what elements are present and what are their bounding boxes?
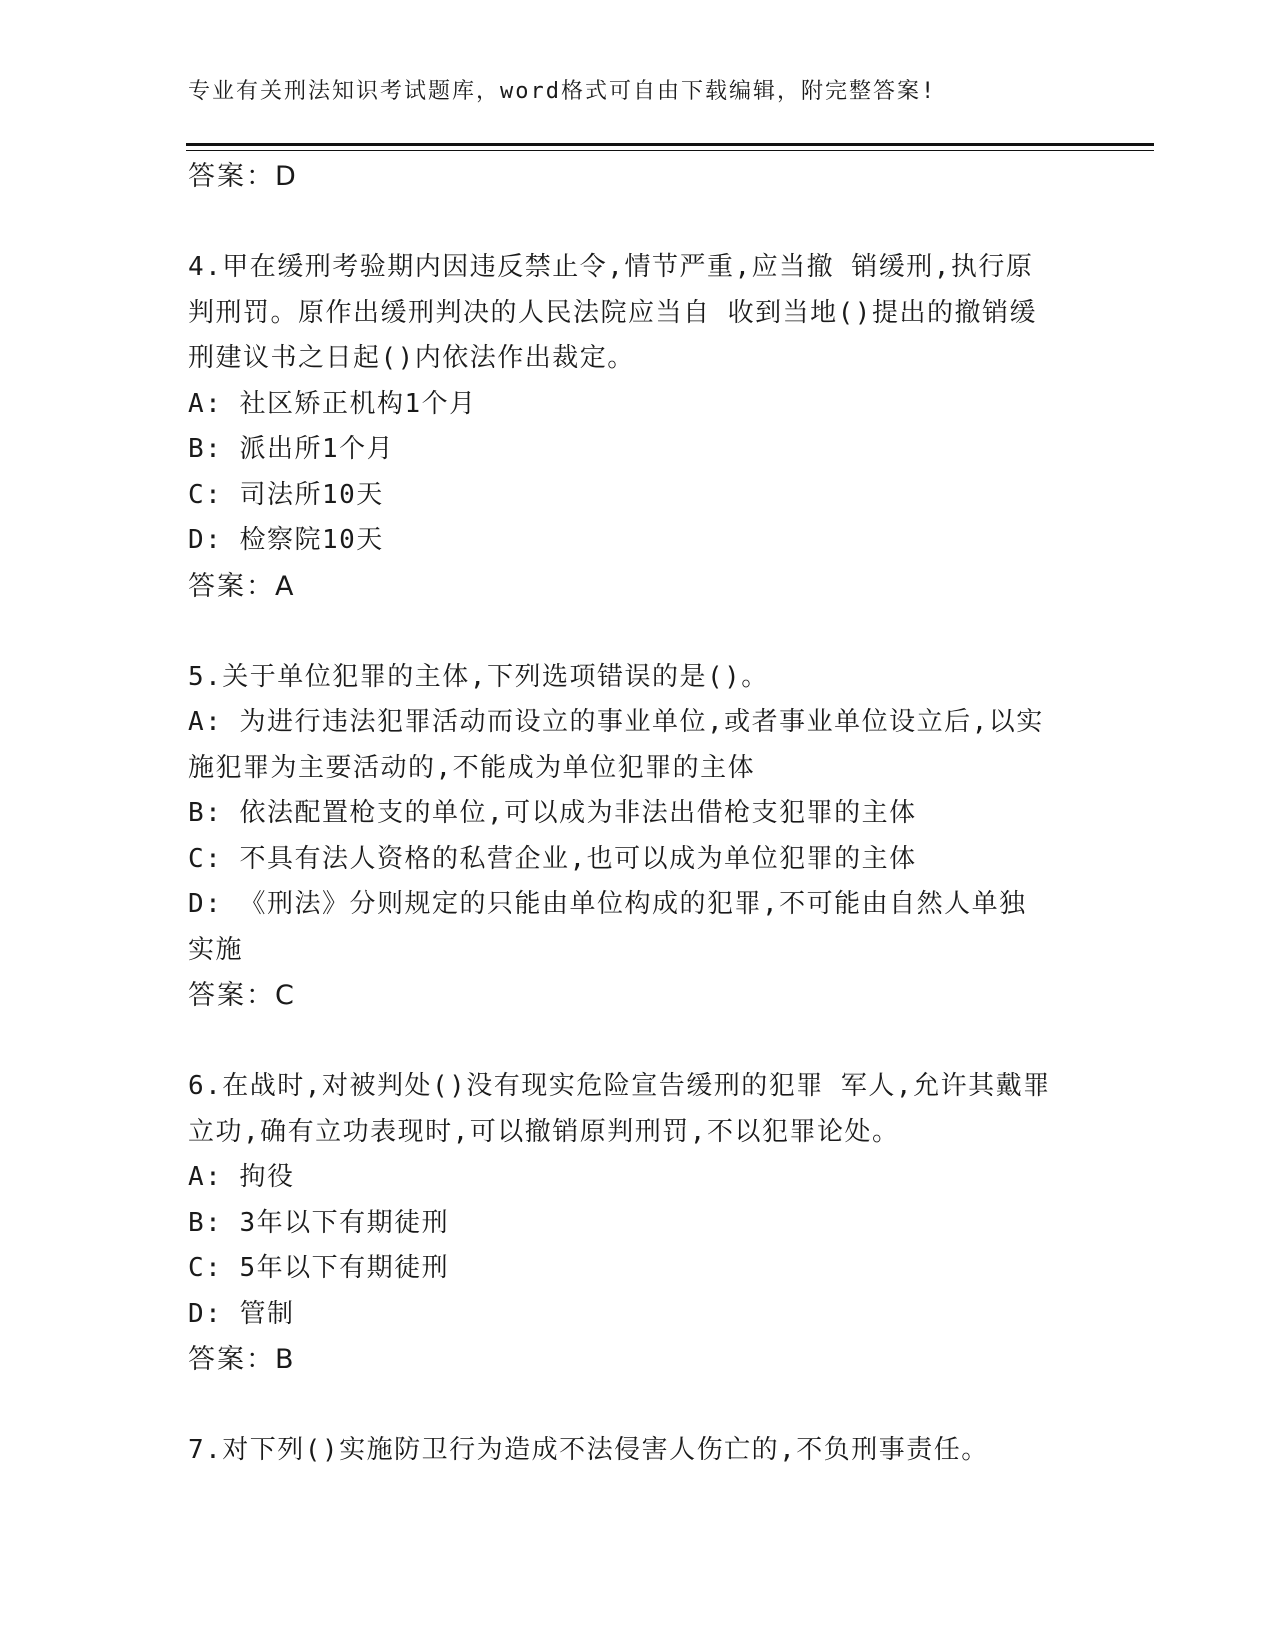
question-4-option-d: D: 检察院10天 [188, 525, 384, 555]
question-6-option-d: D: 管制 [188, 1298, 295, 1329]
question-6-line-1: 6.在战时,对被判处()没有现实危险宣告缓刑的犯罪 军人,允许其戴罪 [188, 1071, 1051, 1101]
spacer [188, 200, 1088, 246]
question-content [188, 154, 1088, 1474]
question-5-option-d-cont: 实施 [188, 934, 244, 965]
question-5-option-b: B: 依法配置枪支的单位,可以成为非法出借枪支犯罪的主体 [188, 798, 917, 828]
question-5-option-d: D: 《刑法》分则规定的只能由单位构成的犯罪,不可能由自然人单独 [188, 889, 1027, 919]
question-5-answer: 答案：C [188, 980, 296, 1011]
header-rule-thin [186, 150, 1154, 151]
question-4-option-b: B: 派出所1个月 [188, 434, 395, 464]
question-6-option-b: B: 3年以下有期徒刑 [188, 1207, 450, 1238]
question-6-answer: 答案：B [188, 1344, 296, 1375]
question-7-line-1: 7.对下列()实施防卫行为造成不法侵害人伤亡的,不负刑事责任。 [188, 1435, 989, 1465]
question-4-line-1: 4.甲在缓刑考验期内因违反禁止令,情节严重,应当撤 销缓刑,执行原 [188, 252, 1034, 282]
question-4-answer: 答案：A [188, 570, 296, 602]
question-4-line-2: 判刑罚。原作出缓刑判决的人民法院应当自 收到当地()提出的撤销缓 [188, 297, 1037, 328]
question-5-option-a-cont: 施犯罪为主要活动的,不能成为单位犯罪的主体 [188, 752, 756, 783]
question-4-option-a: A: 社区矫正机构1个月 [188, 388, 477, 419]
page-header: 专业有关刑法知识考试题库，word格式可自由下载编辑，附完整答案! [188, 79, 937, 104]
spacer [188, 609, 1088, 655]
question-6-line-2: 立功,确有立功表现时,可以撤销原判刑罚,不以犯罪论处。 [188, 1116, 900, 1147]
question-5-option-a: A: 为进行违法犯罪活动而设立的事业单位,或者事业单位设立后,以实 [188, 707, 1044, 737]
spacer [188, 1019, 1088, 1065]
question-5-option-c: C: 不具有法人资格的私营企业,也可以成为单位犯罪的主体 [188, 843, 917, 874]
question-6-option-c: C: 5年以下有期徒刑 [188, 1253, 450, 1283]
answer-line: 答案：D [188, 161, 298, 192]
question-4-line-3: 刑建议书之日起()内依法作出裁定。 [188, 343, 635, 373]
spacer [188, 1383, 1088, 1429]
header-rule-thick [186, 143, 1154, 146]
question-4-option-c: C: 司法所10天 [188, 479, 384, 510]
question-5-line-1: 5.关于单位犯罪的主体,下列选项错误的是()。 [188, 661, 769, 692]
question-6-option-a: A: 拘役 [188, 1162, 295, 1192]
